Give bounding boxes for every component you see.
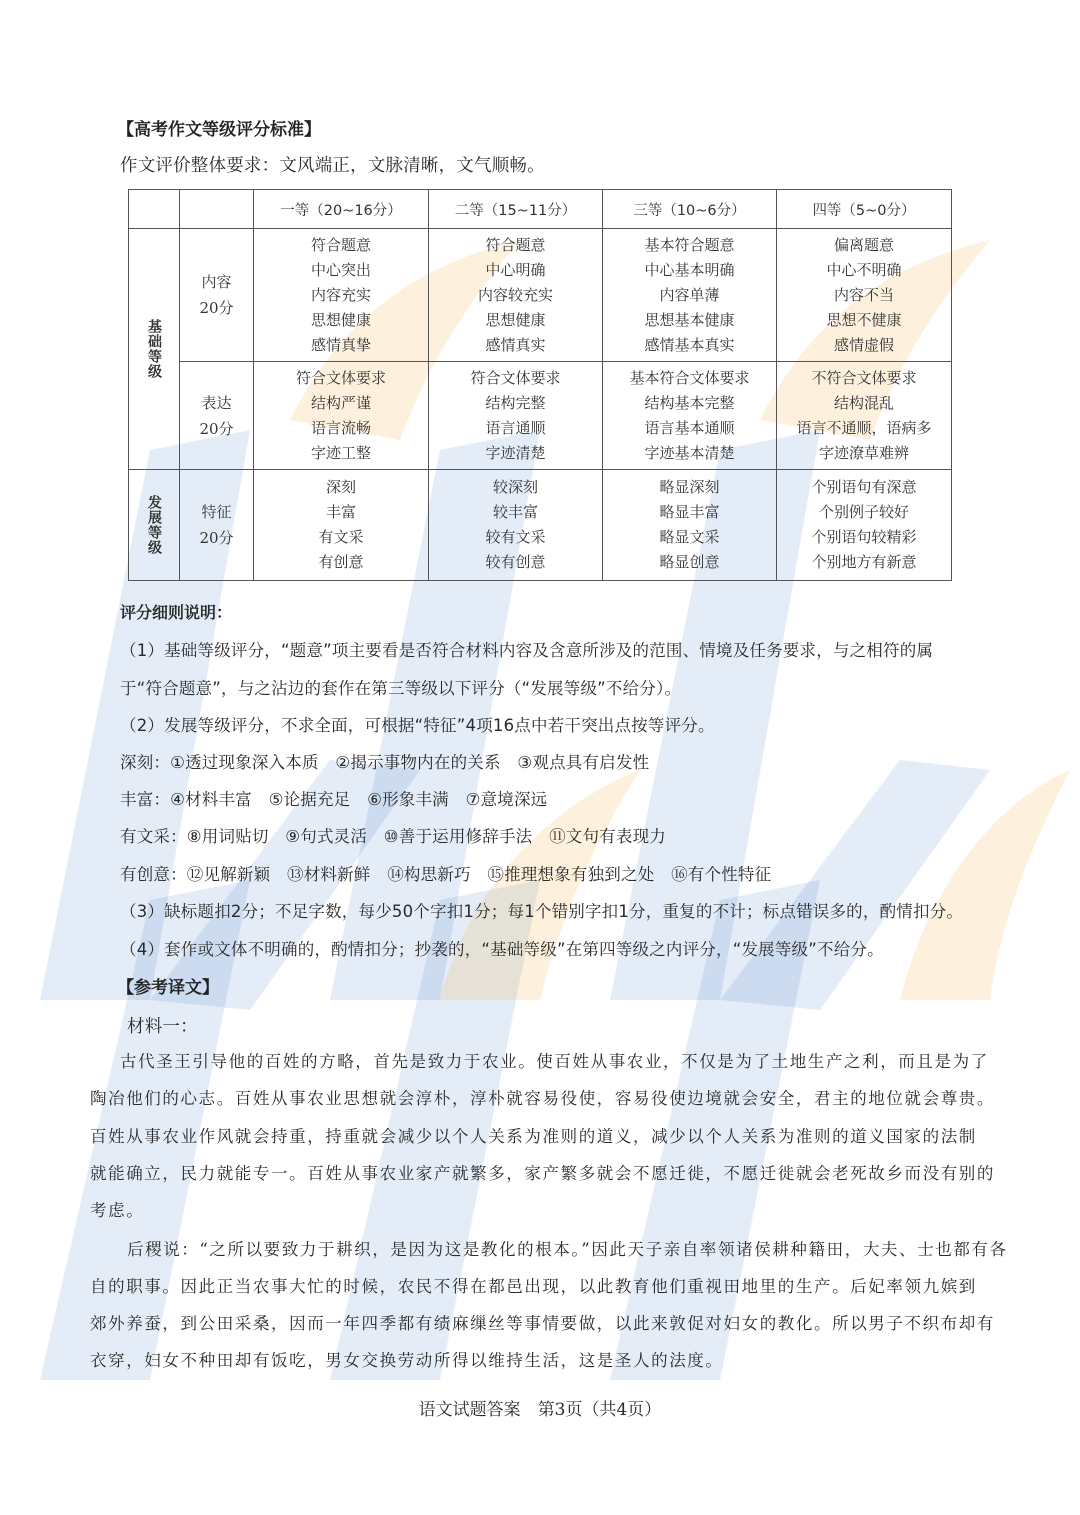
group-label: 基础等级 bbox=[146, 319, 162, 379]
criterion: 基本符合题意 bbox=[644, 235, 735, 254]
criterion: 内容单薄 bbox=[659, 285, 720, 304]
criterion: 感情基本真实 bbox=[644, 335, 735, 354]
criterion: 内容充实 bbox=[310, 285, 371, 304]
criterion: 语言不通顺，语病多 bbox=[796, 418, 932, 437]
group-cell-development bbox=[129, 470, 180, 581]
notes-title: 评分细则说明： bbox=[120, 603, 233, 622]
table-cell bbox=[603, 362, 777, 470]
criterion: 结构严谨 bbox=[310, 393, 371, 412]
criterion: 偏离题意 bbox=[833, 235, 894, 254]
criterion: 有文采 bbox=[318, 528, 364, 546]
criterion: 个别语句较精彩 bbox=[811, 528, 917, 546]
criterion: 略显丰富 bbox=[659, 503, 720, 521]
category-cell bbox=[180, 362, 254, 470]
note-line: （4）套作或文体不明确的，酌情扣分；抄袭的，“基础等级”在第四等级之内评分，“发展等级”不给分。 bbox=[120, 940, 884, 959]
note-line: 丰富：④材料丰富 ⑤论据充足 ⑥形象丰满 ⑦意境深远 bbox=[120, 790, 548, 809]
criterion: 较有文采 bbox=[485, 528, 546, 546]
note-line: 有创意：⑫见解新颖 ⑬材料新鲜 ⑭构思新巧 ⑮推理想象有独到之处 ⑯有个性特征 bbox=[120, 865, 772, 884]
category-score: 20分 bbox=[199, 299, 234, 317]
table-cell bbox=[777, 470, 952, 581]
criterion: 字迹清楚 bbox=[485, 443, 546, 462]
criterion: 思想健康 bbox=[485, 310, 546, 329]
category-name: 表达 bbox=[201, 393, 232, 412]
material-label: 材料一： bbox=[127, 1017, 198, 1037]
group-label: 发展等级 bbox=[146, 495, 162, 555]
overall-requirement: 作文评价整体要求：文风端正，文脉清晰，文气顺畅。 bbox=[120, 156, 545, 176]
criterion: 略显创意 bbox=[659, 553, 720, 571]
category-score: 20分 bbox=[199, 529, 234, 547]
criterion: 符合题意 bbox=[310, 235, 371, 254]
table-cell bbox=[777, 362, 952, 470]
criterion: 较深刻 bbox=[492, 478, 538, 496]
translation-line: 后稷说：“之所以要致力于耕织，是因为这是教化的根本。”因此天子亲自率领诸侯耕种籍田，大夫、士也都有各 bbox=[127, 1240, 1008, 1259]
translation-line: 衣穿，妇女不种田却有饭吃，男女交换劳动所得以维持生活，这是圣人的法度。 bbox=[90, 1351, 724, 1370]
criterion: 中心不明确 bbox=[826, 260, 902, 279]
translation-title: 【参考译文】 bbox=[117, 978, 219, 998]
criterion: 感情虚假 bbox=[833, 335, 894, 354]
category-score: 20分 bbox=[199, 419, 234, 438]
criterion: 感情真实 bbox=[485, 335, 546, 354]
header-grade-2: 二等（15~11分） bbox=[429, 190, 603, 229]
table-header-row bbox=[129, 190, 952, 229]
criterion: 略显文采 bbox=[659, 528, 720, 546]
section-title: 【高考作文等级评分标准】 bbox=[117, 120, 321, 140]
criterion: 不符合文体要求 bbox=[811, 368, 917, 387]
page-footer: 语文试题答案 第3页（共4页） bbox=[418, 1400, 662, 1420]
criterion: 略显深刻 bbox=[659, 478, 720, 496]
criterion: 较丰富 bbox=[492, 503, 538, 521]
criterion: 语言流畅 bbox=[310, 418, 371, 437]
table-cell bbox=[254, 229, 429, 362]
header-grade-4: 四等（5~0分） bbox=[777, 190, 952, 229]
note-line: 深刻：①透过现象深入本质 ②揭示事物内在的关系 ③观点具有启发性 bbox=[120, 753, 650, 772]
table-row bbox=[129, 362, 952, 470]
criterion: 内容较充实 bbox=[477, 285, 553, 304]
criterion: 思想不健康 bbox=[826, 310, 902, 329]
criterion: 语言通顺 bbox=[485, 418, 546, 437]
table-cell bbox=[429, 470, 603, 581]
category-cell bbox=[180, 470, 254, 581]
criterion: 有创意 bbox=[318, 553, 364, 571]
criterion: 字迹潦草难辨 bbox=[818, 443, 909, 462]
translation-line: 自的职事。因此正当农事大忙的时候，农民不得在都邑出现，以此教育他们重视田地里的生产。后妃率领九嫔到 bbox=[90, 1277, 977, 1296]
criterion: 结构混乱 bbox=[833, 393, 894, 412]
category-name: 内容 bbox=[201, 273, 232, 291]
note-line: （3）缺标题扣2分；不足字数，每少50个字扣1分；每1个错别字扣1分，重复的不计；标点错误多的，酌情扣分。 bbox=[120, 902, 964, 921]
note-line: 有文采：⑧用词贴切 ⑨句式灵活 ⑩善于运用修辞手法 ⑪文句有表现力 bbox=[120, 827, 666, 846]
criterion: 中心突出 bbox=[310, 260, 371, 279]
translation-line: 百姓从事农业作风就会持重，持重就会减少以个人关系为准则的道义，减少以个人关系为准则的道义国家的法制 bbox=[90, 1127, 977, 1146]
category-cell bbox=[180, 229, 254, 362]
note-line: （1）基础等级评分，“题意”项主要看是否符合材料内容及含意所涉及的范围、情境及任务要求，与之相符的属 bbox=[120, 641, 934, 660]
criterion: 符合题意 bbox=[485, 235, 546, 254]
criterion: 中心基本明确 bbox=[644, 260, 735, 279]
criterion: 个别语句有深意 bbox=[811, 478, 917, 496]
table-cell bbox=[777, 229, 952, 362]
category-name: 特征 bbox=[201, 503, 232, 521]
table-cell bbox=[429, 362, 603, 470]
header-empty bbox=[180, 190, 254, 229]
criterion: 符合文体要求 bbox=[470, 368, 561, 387]
criterion: 结构完整 bbox=[485, 393, 546, 412]
criterion: 符合文体要求 bbox=[295, 368, 386, 387]
criterion: 思想健康 bbox=[310, 310, 371, 329]
criterion: 深刻 bbox=[325, 478, 356, 496]
criterion: 结构基本完整 bbox=[644, 393, 735, 412]
table-row bbox=[129, 229, 952, 362]
criterion: 感情真挚 bbox=[310, 335, 371, 354]
table-cell bbox=[603, 470, 777, 581]
table-cell bbox=[603, 229, 777, 362]
header-grade-1: 一等（20~16分） bbox=[254, 190, 429, 229]
translation-line: 就能确立，民力就能专一。百姓从事农业家产就繁多，家产繁多就会不愿迁徙，不愿迁徙就会老死故乡而没有别的 bbox=[90, 1164, 995, 1183]
note-line: 于“符合题意”，与之沾边的套作在第三等级以下评分（“发展等级”不给分）。 bbox=[120, 679, 682, 698]
translation-line: 考虑。 bbox=[90, 1201, 145, 1220]
criterion: 中心明确 bbox=[485, 260, 546, 279]
translation-line: 古代圣王引导他的百姓的方略，首先是致力于农业。使百姓从事农业，不仅是为了土地生产之利，而且是为了 bbox=[120, 1052, 989, 1071]
translation-line: 陶冶他们的心志。百姓从事农业思想就会淳朴，淳朴就容易役使，容易役使边境就会安全，君主的地位就会尊贵。 bbox=[90, 1089, 995, 1108]
table-cell bbox=[429, 229, 603, 362]
criterion: 基本符合文体要求 bbox=[629, 368, 750, 387]
criterion: 字迹基本清楚 bbox=[644, 443, 735, 462]
header-empty bbox=[129, 190, 180, 229]
table-cell bbox=[254, 470, 429, 581]
translation-line: 郊外养蚕，到公田采桑，因而一年四季都有绩麻缫丝等事情要做，以此来敦促对妇女的教化。所以男子不织布却有 bbox=[90, 1314, 995, 1333]
header-grade-3: 三等（10~6分） bbox=[603, 190, 777, 229]
criterion: 字迹工整 bbox=[310, 443, 371, 462]
group-cell-basic bbox=[129, 229, 180, 470]
criterion: 个别例子较好 bbox=[818, 503, 909, 521]
note-line: （2）发展等级评分，不求全面，可根据“特征”4项16点中若干突出点按等评分。 bbox=[120, 716, 715, 735]
criterion: 较有创意 bbox=[485, 553, 546, 571]
table-row bbox=[129, 470, 952, 581]
criterion: 内容不当 bbox=[833, 285, 894, 304]
criterion: 个别地方有新意 bbox=[811, 553, 917, 571]
rubric-table bbox=[128, 189, 952, 581]
criterion: 思想基本健康 bbox=[644, 310, 735, 329]
criterion: 丰富 bbox=[325, 503, 356, 521]
criterion: 语言基本通顺 bbox=[644, 418, 735, 437]
table-cell bbox=[254, 362, 429, 470]
